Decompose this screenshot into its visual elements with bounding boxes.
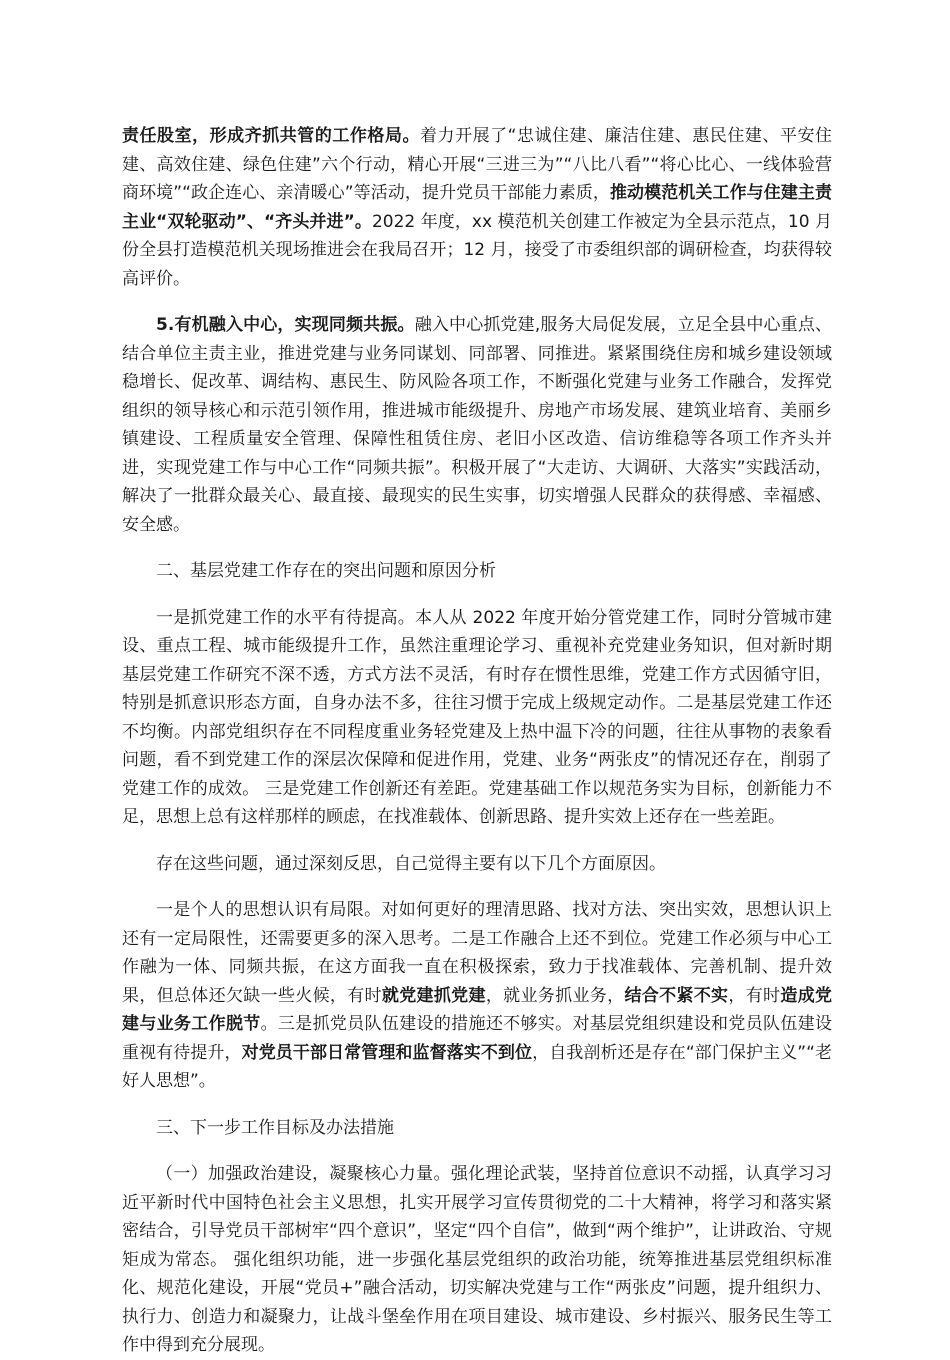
body-text: 2022 年度，xx 模范机关创建工作被定为全县示范点，10 月份全县打造模范机关现场推进会在我局召开；12 月，接受了市委组织部的调研检查，均获得较高评价。: [122, 211, 832, 289]
bold-phrase: 造成党建与业务工作脱节: [122, 985, 833, 1034]
section-heading-3: 三、下一步工作目标及办法措施: [156, 1117, 394, 1138]
bold-phrase: 结合不紧不实: [624, 985, 729, 1006]
body-text: 。三是抓党员队伍建设的措施还不够实。对基层党组织建设和党员队伍建设重视有待提升，: [122, 1014, 833, 1063]
bold-phrase: 责任股室，形成齐抓共管的工作格局。: [122, 126, 421, 146]
body-text: 融入中心抓党建,服务大局促发展，立足全县中心重点、结合单位主责主业，推进党建与业务同谋划、同部署、同推进。紧紧围绕住房和城乡建设领域稳增长、促改革、调结构、惠民生、防风险各项工作，不断强化党建与业务工作融合，发挥党组织的领导核心和示范引领作用，推进城市能级提升、房地产市场发展、建筑业培育、美丽乡镇建设、工程质量安全管理、保障性租赁住房、老旧小区改造、信访维稳等各项工作齐头并进，实现党建工作与中心工作“同频共振”。积极开展了“大走访、大调研、大落实”实践活动，解决了一批群众最关心、最直接、最现实的民生实事，切实增强人民群众的获得感、幸福感、安全感。: [122, 315, 832, 535]
paragraph-problems: 一是抓党建工作的水平有待提高。本人从 2022 年度开始分管党建工作，同时分管城市建设、重点工程、城市能级提升工作，虽然注重理论学习、重视补充党建业务知识，但对新时期基层党建工作研究不深不透，方式方法不灵活，有时存在惯性思维，党建工作方式因循守旧，特别是抓意识形态方面，自身办法不多，往往习惯于完成上级规定动作。二是基层党建工作还不均衡。内部党组织存在不同程度重业务轻党建及上热中温下冷的问题，往往从事物的表象看问题，看不到党建工作的深层次保障和促进作用，党建、业务“两张皮”的情况还存在，削弱了党建工作的成效。 三是党建工作创新还有差距。党建基础工作以规范务实为目标，创新能力不足，思想上总有这样那样的顾虑，在找准载体、创新思路、提升实效上还存在一些差距。: [122, 607, 832, 827]
document-body: [122, 122, 832, 1360]
section-heading-2: 二、基层党建工作存在的突出问题和原因分析: [156, 561, 496, 581]
paragraph-reasons: [122, 896, 832, 1096]
body-text: 着力开展了“忠诚住建、廉洁住建、惠民住建、平安住建、高效住建、绿色住建”六个行动，精心开展“三进三为”“八比八看”“将心比心、一线体验营商环境”“政企连心、亲清暖心”等活动，提升党员干部能力素质，: [122, 126, 833, 203]
bold-phrase: 推动模范机关工作与住建主责主业“双轮驱动”、“齐头并进”。: [122, 183, 832, 232]
body-text: ，就业务抓业务，: [485, 985, 625, 1006]
body-text: 一是个人的思想认识有局限。对如何更好的理清思路、找对方法、突出实效，思想认识上还有一定局限性，还需要更多的深入思考。二是工作融合上还不到位。党建工作必须与中心工作融为一体、同频共振，在这方面我一直在积极探索，致力于找准载体、完善机制、提升效果，但总体还欠缺一些火候，有时: [122, 900, 832, 1006]
body-text: ，有时: [728, 985, 781, 1006]
paragraph-reasons-intro: 存在这些问题，通过深刻反思，自己觉得主要有以下几个方面原因。: [156, 853, 666, 874]
paragraph-integration: [122, 311, 832, 539]
item-heading: 有机融入中心，实现同频共振。: [174, 315, 415, 335]
paragraph-political-building: （一）加强政治建设，凝聚核心力量。强化理论武装，坚持首位意识不动摇，认真学习习近平新时代中国特色社会主义思想，扎实开展学习宣传贯彻党的二十大精神，将学习和落实紧密结合，引导党员干部树牢“四个意识”，坚定“四个自信”，做到“两个维护”，让讲政治、守规矩成为常态。 强化组织功能，进一步强化基层党组织的政治功能，统筹推进基层党组织标准化、规范化建设，开展“党员+”融合活动，切实解决党建与工作“两张皮”问题，提升组织力、执行力、创造力和凝聚力，让战斗堡垒作用在项目建设、城市建设、乡村振兴、服务民生等工作中得到充分展现。: [122, 1164, 832, 1355]
body-text: ，自我剖析还是存在“部门保护主义”“老好人思想”。: [122, 1042, 833, 1091]
paragraph-model-organ: [122, 122, 832, 293]
bold-phrase: 对党员干部日常管理和监督落实不到位: [241, 1042, 533, 1063]
bold-phrase: 就党建抓党建: [381, 985, 486, 1006]
item-number: 5.: [156, 315, 175, 335]
